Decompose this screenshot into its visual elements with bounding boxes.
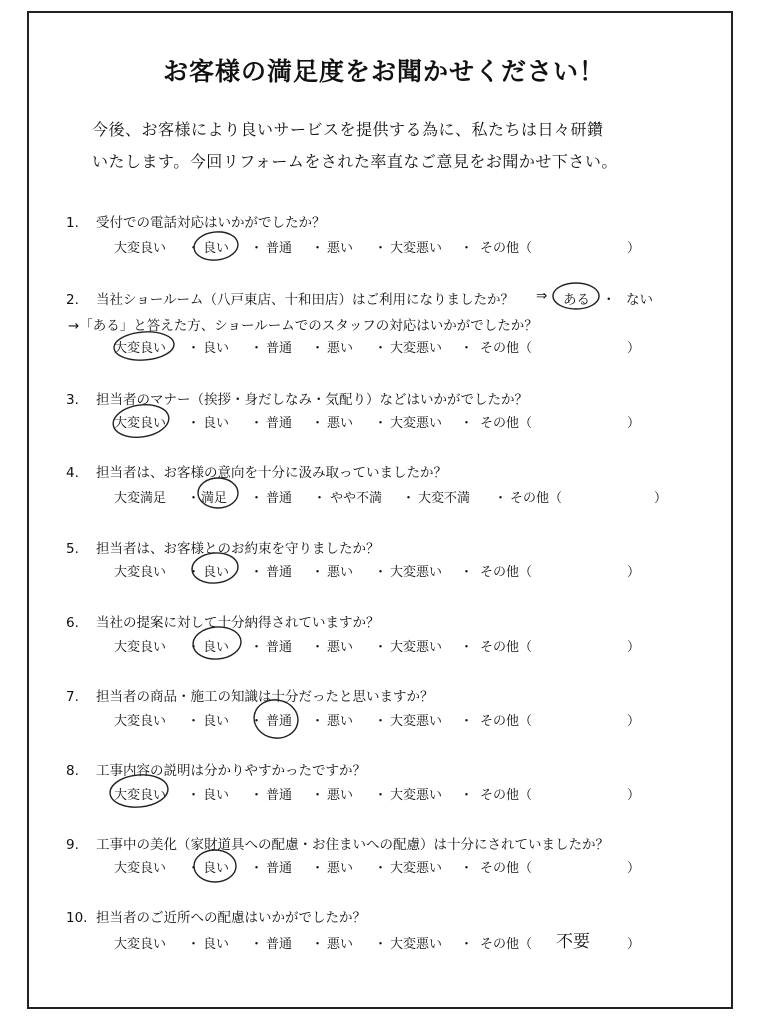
- question-number: 3.: [66, 392, 79, 408]
- option-separator: ・: [460, 640, 474, 655]
- answer-option[interactable]: 普通: [266, 788, 293, 803]
- option-separator: ・: [311, 937, 325, 952]
- question-number: 8.: [66, 763, 79, 779]
- question-number: 1.: [66, 215, 79, 231]
- answer-option[interactable]: 悪い: [327, 937, 354, 952]
- other-close-paren: ）: [627, 937, 641, 952]
- handwritten-other-answer: 不要: [556, 932, 590, 952]
- option-separator: ・: [460, 714, 474, 729]
- answer-option[interactable]: 大変満足: [114, 491, 167, 506]
- option-separator: ・: [187, 788, 201, 803]
- question-text: 担当者のマナー（挨拶・身だしなみ・気配り）などはいかがでしたか？: [96, 392, 528, 408]
- answer-option[interactable]: その他（: [480, 861, 533, 876]
- answer-option[interactable]: 良い: [203, 341, 230, 356]
- option-separator: ・: [311, 788, 325, 803]
- other-close-paren: ）: [627, 714, 641, 729]
- option-separator: ・: [250, 341, 264, 356]
- option-separator: ・: [250, 640, 264, 655]
- option-separator: ・: [187, 861, 201, 876]
- option-separator: ・: [187, 640, 201, 655]
- answer-option[interactable]: 大変良い: [114, 341, 167, 356]
- showroom-yes-option[interactable]: ある: [563, 292, 590, 308]
- option-separator: ・: [374, 565, 388, 580]
- question-number: 2.: [66, 292, 79, 308]
- option-separator: ・: [460, 416, 474, 431]
- option-separator: ・: [250, 241, 264, 256]
- option-separator: ・: [187, 491, 201, 506]
- answer-option[interactable]: 悪い: [327, 241, 354, 256]
- selection-circle: [111, 401, 171, 440]
- answer-option[interactable]: 良い: [203, 861, 230, 876]
- question-text: 受付での電話対応はいかがでしたか？: [96, 215, 326, 231]
- question-2-followup: →「ある」と答えた方、ショールームでのスタッフの対応はいかがでしたか？: [68, 318, 538, 334]
- answer-option[interactable]: その他（: [480, 937, 533, 952]
- answer-option[interactable]: その他（: [480, 341, 533, 356]
- option-separator: ・: [460, 341, 474, 356]
- answer-option[interactable]: 大変良い: [114, 937, 167, 952]
- selection-circle: [191, 551, 239, 585]
- question-number: 6.: [66, 615, 79, 631]
- selection-circle: [192, 625, 243, 661]
- option-separator: ・: [494, 491, 508, 506]
- other-close-paren: ）: [627, 861, 641, 876]
- option-separator: ・: [402, 491, 416, 506]
- answer-option[interactable]: 良い: [203, 241, 230, 256]
- answer-option[interactable]: 大変悪い: [390, 416, 443, 431]
- answer-option[interactable]: その他（: [480, 640, 533, 655]
- option-separator: ・: [187, 565, 201, 580]
- answer-option[interactable]: 悪い: [327, 714, 354, 729]
- other-close-paren: ）: [627, 416, 641, 431]
- question-number: 7.: [66, 689, 79, 705]
- answer-option[interactable]: 満足: [201, 491, 228, 506]
- option-separator: ・: [374, 788, 388, 803]
- option-separator: ・: [374, 241, 388, 256]
- option-separator: ・: [311, 565, 325, 580]
- option-separator: ・: [187, 241, 201, 256]
- option-separator: ・: [250, 565, 264, 580]
- separator: ・: [602, 292, 616, 308]
- page-title: お客様の満足度をお聞かせください！: [162, 57, 605, 86]
- other-close-paren: ）: [627, 241, 641, 256]
- option-separator: ・: [187, 341, 201, 356]
- option-separator: ・: [250, 416, 264, 431]
- answer-option[interactable]: 普通: [266, 937, 293, 952]
- answer-option[interactable]: 大変良い: [114, 714, 167, 729]
- showroom-no-option[interactable]: ない: [626, 292, 653, 308]
- option-separator: ・: [374, 861, 388, 876]
- answer-option[interactable]: 大変良い: [114, 640, 167, 655]
- answer-option[interactable]: 大変悪い: [390, 341, 443, 356]
- question-number: 10.: [66, 910, 88, 926]
- answer-option[interactable]: 大変良い: [114, 861, 167, 876]
- option-separator: ・: [460, 241, 474, 256]
- answer-option[interactable]: その他（: [480, 565, 533, 580]
- question-text: 担当者のご近所への配慮はいかがでしたか？: [96, 910, 366, 926]
- answer-option[interactable]: 大変悪い: [390, 788, 443, 803]
- answer-option[interactable]: 普通: [266, 861, 293, 876]
- intro-line-2: いたします。今回リフォームをされた率直なご意見をお聞かせ下さい。: [92, 152, 618, 171]
- option-separator: ・: [460, 565, 474, 580]
- answer-option[interactable]: 悪い: [327, 565, 354, 580]
- answer-option[interactable]: 良い: [203, 565, 230, 580]
- selection-circle: [113, 330, 175, 362]
- option-separator: ・: [460, 861, 474, 876]
- option-separator: ・: [250, 861, 264, 876]
- answer-option[interactable]: 大変良い: [114, 788, 167, 803]
- question-text: 工事中の美化（家財道具への配慮・お住まいへの配慮）は十分にされていましたか？: [96, 837, 609, 853]
- option-separator: ・: [187, 714, 201, 729]
- option-separator: ・: [311, 416, 325, 431]
- question-number: 4.: [66, 465, 79, 481]
- answer-option[interactable]: 普通: [266, 241, 293, 256]
- option-separator: ・: [374, 640, 388, 655]
- other-close-paren: ）: [627, 565, 641, 580]
- answer-option[interactable]: 大変悪い: [390, 714, 443, 729]
- option-separator: ・: [460, 788, 474, 803]
- selection-circle: [109, 773, 170, 810]
- answer-option[interactable]: 良い: [203, 416, 230, 431]
- answer-option[interactable]: 大変良い: [114, 565, 167, 580]
- answer-option[interactable]: 悪い: [327, 861, 354, 876]
- answer-option[interactable]: 普通: [266, 565, 293, 580]
- other-close-paren: ）: [654, 491, 668, 506]
- answer-option[interactable]: 良い: [203, 788, 230, 803]
- option-separator: ・: [311, 640, 325, 655]
- answer-option[interactable]: やや不満: [330, 491, 383, 506]
- option-separator: ・: [311, 861, 325, 876]
- selection-circle: [251, 696, 301, 741]
- answer-option[interactable]: 悪い: [327, 416, 354, 431]
- answer-option[interactable]: 大変悪い: [390, 241, 443, 256]
- question-text: 当社の提案に対して十分納得されていますか？: [96, 615, 380, 631]
- answer-option[interactable]: 普通: [266, 341, 293, 356]
- question-text: 当社ショールーム（八戸東店、十和田店）はご利用になりましたか？: [96, 292, 514, 308]
- answer-option[interactable]: 大変不満: [418, 491, 471, 506]
- selection-circle: [193, 230, 240, 262]
- answer-option[interactable]: 大変悪い: [390, 861, 443, 876]
- option-separator: ・: [311, 241, 325, 256]
- option-separator: ・: [374, 714, 388, 729]
- selection-circle: [198, 478, 238, 508]
- option-separator: ・: [250, 788, 264, 803]
- option-separator: ・: [313, 491, 327, 506]
- answer-option[interactable]: 大変良い: [114, 241, 167, 256]
- answer-option[interactable]: 大変良い: [114, 416, 167, 431]
- answer-option[interactable]: 大変悪い: [390, 565, 443, 580]
- intro-line-1: 今後、お客様により良いサービスを提供する為に、私たちは日々研鑽: [92, 120, 604, 139]
- answer-option[interactable]: 良い: [203, 640, 230, 655]
- option-separator: ・: [187, 416, 201, 431]
- question-number: 5.: [66, 541, 79, 557]
- question-number: 9.: [66, 837, 79, 853]
- answer-option[interactable]: 普通: [266, 640, 293, 655]
- answer-option[interactable]: その他（: [480, 241, 533, 256]
- selection-circle: [553, 283, 599, 309]
- other-close-paren: ）: [627, 640, 641, 655]
- question-text: 工事内容の説明は分かりやすかったですか？: [96, 763, 366, 779]
- option-separator: ・: [250, 937, 264, 952]
- option-separator: ・: [250, 714, 264, 729]
- answer-option[interactable]: 大変悪い: [390, 937, 443, 952]
- answer-option[interactable]: その他（: [480, 788, 533, 803]
- option-separator: ・: [311, 341, 325, 356]
- showroom-arrow: ⇒: [536, 288, 548, 304]
- answer-option[interactable]: その他（: [510, 491, 563, 506]
- selection-circle: [194, 850, 236, 882]
- answer-option[interactable]: 普通: [266, 714, 293, 729]
- option-separator: ・: [187, 937, 201, 952]
- answer-option[interactable]: 普通: [266, 491, 293, 506]
- option-separator: ・: [374, 416, 388, 431]
- question-text: 担当者は、お客様とのお約束を守りましたか？: [96, 541, 380, 557]
- option-separator: ・: [374, 937, 388, 952]
- other-close-paren: ）: [627, 788, 641, 803]
- answer-option[interactable]: 良い: [203, 937, 230, 952]
- answer-option[interactable]: 悪い: [327, 341, 354, 356]
- answer-option[interactable]: 普通: [266, 416, 293, 431]
- answer-option[interactable]: その他（: [480, 714, 533, 729]
- answer-option[interactable]: 悪い: [327, 788, 354, 803]
- answer-option[interactable]: 良い: [203, 714, 230, 729]
- option-separator: ・: [250, 491, 264, 506]
- answer-option[interactable]: 大変悪い: [390, 640, 443, 655]
- option-separator: ・: [374, 341, 388, 356]
- other-close-paren: ）: [627, 341, 641, 356]
- question-text: 担当者は、お客様の意向を十分に汲み取っていましたか？: [96, 465, 447, 481]
- option-separator: ・: [311, 714, 325, 729]
- question-text: 担当者の商品・施工の知識は十分だったと思いますか？: [96, 689, 434, 705]
- option-separator: ・: [460, 937, 474, 952]
- answer-option[interactable]: 悪い: [327, 640, 354, 655]
- answer-option[interactable]: その他（: [480, 416, 533, 431]
